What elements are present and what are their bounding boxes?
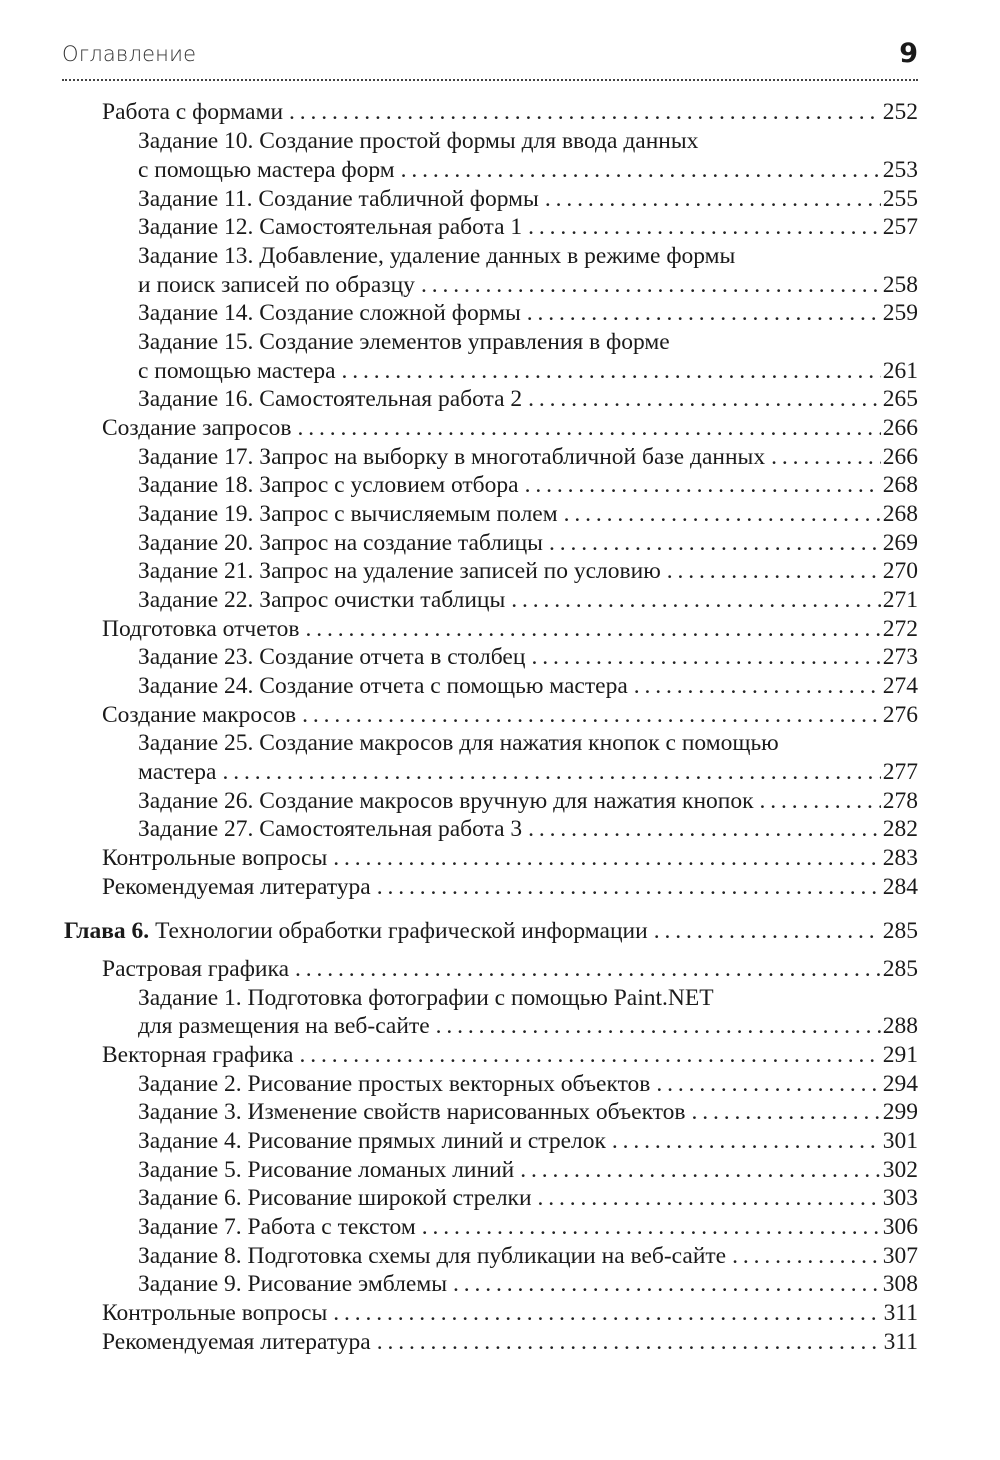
toc-entry-page: 266 — [882, 415, 918, 441]
toc-entry-page: 274 — [882, 673, 918, 699]
toc-entry-title: Подготовка отчетов — [102, 616, 300, 642]
toc-entry-page: 307 — [882, 1243, 918, 1269]
toc-entry-title: Создание запросов — [102, 415, 292, 441]
toc-entry-page: 272 — [882, 616, 918, 642]
toc-entry-page: 288 — [882, 1013, 918, 1039]
toc-entry-title: Задание 2. Рисование простых векторных объектов — [138, 1071, 651, 1097]
toc-entry-page: 294 — [882, 1071, 918, 1097]
toc-leader — [732, 1242, 881, 1271]
toc-leader — [421, 271, 881, 300]
toc-entry-page: 276 — [882, 702, 918, 728]
page-number: 9 — [899, 38, 918, 69]
toc-entry-page: 266 — [882, 444, 918, 470]
toc-leader — [295, 955, 881, 984]
toc-entry[interactable] — [138, 299, 918, 328]
toc-entry-title: с помощью мастера — [138, 358, 336, 384]
toc-leader — [401, 156, 881, 185]
toc-entry-title: Рекомендуемая литература — [102, 874, 371, 900]
toc-entry-page: 265 — [882, 386, 918, 412]
toc-entry-title: Задание 17. Запрос на выборку в многотабличной базе данных — [138, 444, 766, 470]
toc-leader — [634, 672, 881, 701]
toc-entry-continuation[interactable] — [138, 758, 918, 787]
toc-entry-title: Задание 9. Рисование эмблемы — [138, 1271, 447, 1297]
toc-entry-title: Задание 12. Самостоятельная работа 1 — [138, 214, 523, 240]
toc-leader — [333, 844, 880, 873]
toc-leader — [302, 701, 881, 730]
toc-entry-page: 270 — [882, 558, 918, 584]
toc-entry[interactable] — [138, 529, 918, 558]
toc-entry-page: 301 — [882, 1128, 918, 1154]
toc-entry-title: Контрольные вопросы — [102, 845, 328, 871]
toc-leader — [222, 758, 880, 787]
toc-entry[interactable] — [138, 1156, 918, 1185]
toc-entry-title: Рекомендуемая литература — [102, 1329, 371, 1355]
toc-entry-page: 311 — [883, 1329, 918, 1355]
toc-leader — [527, 299, 881, 328]
toc-entry-page: 302 — [882, 1157, 918, 1183]
toc-entry-title: Задание 13. Добавление, удаление данных в режиме формы — [138, 243, 736, 269]
toc-entry-title: Контрольные вопросы — [102, 1300, 328, 1326]
toc-entry[interactable] — [138, 729, 918, 758]
toc-entry-page: 299 — [882, 1099, 918, 1125]
toc-entry-title: Растровая графика — [102, 956, 290, 982]
toc-entry-title: Задание 26. Создание макросов вручную для нажатия кнопок — [138, 788, 754, 814]
toc-entry[interactable] — [102, 873, 918, 902]
toc-entry-title: Задание 10. Создание простой формы для ввода данных — [138, 128, 699, 154]
chapter-title-text: Технологии обработки графической информации — [155, 918, 648, 944]
toc-entry-page: 252 — [882, 99, 918, 125]
toc-entry[interactable] — [138, 127, 918, 156]
toc-entry-title: Задание 22. Запрос очистки таблицы — [138, 587, 506, 613]
toc-entry-title: Задание 4. Рисование прямых линий и стрелок — [138, 1128, 606, 1154]
toc-chapter-title — [64, 917, 648, 946]
toc-entry-page: 308 — [882, 1271, 918, 1297]
toc-entry-title: Задание 19. Запрос с вычисляемым полем — [138, 501, 558, 527]
toc-leader — [520, 1156, 881, 1185]
toc-entry-page: 303 — [882, 1185, 918, 1211]
toc-entry-title: Задание 21. Запрос на удаление записей по условию — [138, 558, 661, 584]
toc-entry-continuation[interactable] — [138, 271, 918, 300]
toc-leader — [564, 500, 881, 529]
toc-entry-page: 258 — [882, 272, 918, 298]
toc-leader — [528, 815, 881, 844]
toc-entry-title: для размещения на веб-сайте — [138, 1013, 430, 1039]
toc-entry-title: Задание 1. Подготовка фотографии с помощью Paint.NET — [138, 985, 714, 1011]
toc-entry-page: 268 — [882, 472, 918, 498]
toc-entry-title: Задание 6. Рисование широкой стрелки — [138, 1185, 532, 1211]
toc-entry[interactable] — [138, 815, 918, 844]
toc-entry[interactable] — [138, 471, 918, 500]
toc-entry[interactable] — [102, 844, 918, 873]
toc-entry-page: 255 — [882, 186, 918, 212]
running-header-title: Оглавление — [62, 42, 197, 66]
toc-leader — [760, 787, 881, 816]
toc-entry-title: Создание макросов — [102, 702, 297, 728]
toc-entry[interactable] — [138, 557, 918, 586]
toc-leader — [612, 1127, 881, 1156]
toc-leader — [436, 1012, 881, 1041]
toc-entry[interactable] — [138, 385, 918, 414]
toc-entry-page: 268 — [882, 501, 918, 527]
toc-entry[interactable] — [138, 643, 918, 672]
toc-entry[interactable] — [102, 414, 918, 443]
toc-leader — [545, 185, 881, 214]
toc-entry-page: 285 — [882, 918, 918, 944]
toc-leader — [511, 586, 880, 615]
toc-entry[interactable] — [138, 328, 918, 357]
toc-leader — [692, 1098, 881, 1127]
toc-entry-title: и поиск записей по образцу — [138, 272, 415, 298]
toc-entry[interactable] — [138, 242, 918, 271]
toc-entry-page: 283 — [882, 845, 918, 871]
toc-entry[interactable] — [138, 1127, 918, 1156]
toc-leader — [289, 98, 881, 127]
toc-leader — [333, 1299, 881, 1328]
toc-leader — [342, 357, 881, 386]
toc-entry[interactable] — [138, 1270, 918, 1299]
toc-entry[interactable] — [102, 1299, 918, 1328]
toc-entry-title: Задание 16. Самостоятельная работа 2 — [138, 386, 523, 412]
toc-entry[interactable] — [138, 672, 918, 701]
toc-leader — [377, 873, 881, 902]
toc-entry-page: 259 — [882, 300, 918, 326]
toc-entry-title: Задание 11. Создание табличной формы — [138, 186, 539, 212]
toc-entry-page: 273 — [882, 644, 918, 670]
toc-entry-title: Задание 24. Создание отчета с помощью мастера — [138, 673, 628, 699]
toc-entry-title: Задание 7. Работа с текстом — [138, 1214, 416, 1240]
toc-entry-title: Задание 18. Запрос с условием отбора — [138, 472, 519, 498]
toc-entry[interactable] — [138, 586, 918, 615]
toc-entry-title: мастера — [138, 759, 217, 785]
toc-leader — [528, 213, 881, 242]
toc-entry-title: Задание 8. Подготовка схемы для публикации на веб-сайте — [138, 1243, 727, 1269]
toc-entry-title: Задание 20. Запрос на создание таблицы — [138, 530, 543, 556]
toc-leader — [771, 443, 881, 472]
toc-leader — [453, 1270, 881, 1299]
toc-leader — [667, 557, 881, 586]
toc-leader — [422, 1213, 881, 1242]
toc-leader — [531, 643, 880, 672]
chapter-label: Глава 6. — [64, 918, 150, 944]
toc-entry-page: 269 — [882, 530, 918, 556]
toc-entry-title: Задание 23. Создание отчета в столбец — [138, 644, 526, 670]
toc-entry[interactable] — [138, 500, 918, 529]
toc-entry[interactable] — [138, 185, 918, 214]
toc-entry[interactable] — [138, 213, 918, 242]
toc-entry[interactable] — [138, 1098, 918, 1127]
toc-entry-title: Задание 27. Самостоятельная работа 3 — [138, 816, 523, 842]
toc-leader — [525, 471, 881, 500]
toc-leader — [656, 1070, 880, 1099]
toc-leader — [299, 1041, 880, 1070]
toc-entry-page: 277 — [882, 759, 918, 785]
toc-entry[interactable] — [102, 1041, 918, 1070]
toc-entry-page: 271 — [882, 587, 918, 613]
toc-entry-page: 282 — [882, 816, 918, 842]
toc-entry[interactable] — [138, 1242, 918, 1271]
toc-leader — [654, 917, 881, 946]
toc-entry-page: 291 — [882, 1042, 918, 1068]
toc-entry-continuation[interactable] — [138, 156, 918, 185]
toc-entry[interactable] — [102, 98, 918, 127]
toc-entry[interactable] — [102, 701, 918, 730]
toc-leader — [549, 529, 881, 558]
toc-entry-title: Задание 14. Создание сложной формы — [138, 300, 521, 326]
toc-leader — [528, 385, 881, 414]
toc-entry[interactable] — [138, 984, 918, 1013]
toc-entry[interactable] — [138, 1070, 918, 1099]
toc-leader — [377, 1328, 882, 1357]
toc-chapter-entry[interactable] — [64, 917, 918, 946]
toc-entry-page: 285 — [882, 956, 918, 982]
toc-entry-page: 257 — [882, 214, 918, 240]
toc-leader — [297, 414, 880, 443]
toc-entry[interactable] — [102, 1328, 918, 1357]
toc-entry-title: Задание 25. Создание макросов для нажатия кнопок с помощью — [138, 730, 779, 756]
toc-entry-page: 261 — [882, 358, 918, 384]
toc-entry-page: 278 — [882, 788, 918, 814]
toc-entry-page: 306 — [882, 1214, 918, 1240]
toc-leader — [538, 1184, 881, 1213]
toc-entry[interactable] — [138, 1213, 918, 1242]
toc-entry-title: Векторная графика — [102, 1042, 294, 1068]
toc-entry-page: 253 — [882, 157, 918, 183]
toc-entry-title: Задание 5. Рисование ломаных линий — [138, 1157, 515, 1183]
toc-entry-title: Работа с формами — [102, 99, 284, 125]
toc-leader — [305, 615, 880, 644]
toc-entry-title: с помощью мастера форм — [138, 157, 395, 183]
toc-entry[interactable] — [102, 955, 918, 984]
toc-entry[interactable] — [102, 615, 918, 644]
toc-entry-title: Задание 3. Изменение свойств нарисованных объектов — [138, 1099, 686, 1125]
toc-entry-continuation[interactable] — [138, 1012, 918, 1041]
toc-entry[interactable] — [138, 443, 918, 472]
toc-entry-page: 311 — [883, 1300, 918, 1326]
toc-entry-continuation[interactable] — [138, 357, 918, 386]
toc-entry-page: 284 — [882, 874, 918, 900]
toc-entry-title: Задание 15. Создание элементов управления в форме — [138, 329, 670, 355]
toc-entry[interactable] — [138, 1184, 918, 1213]
toc-entry[interactable] — [138, 787, 918, 816]
